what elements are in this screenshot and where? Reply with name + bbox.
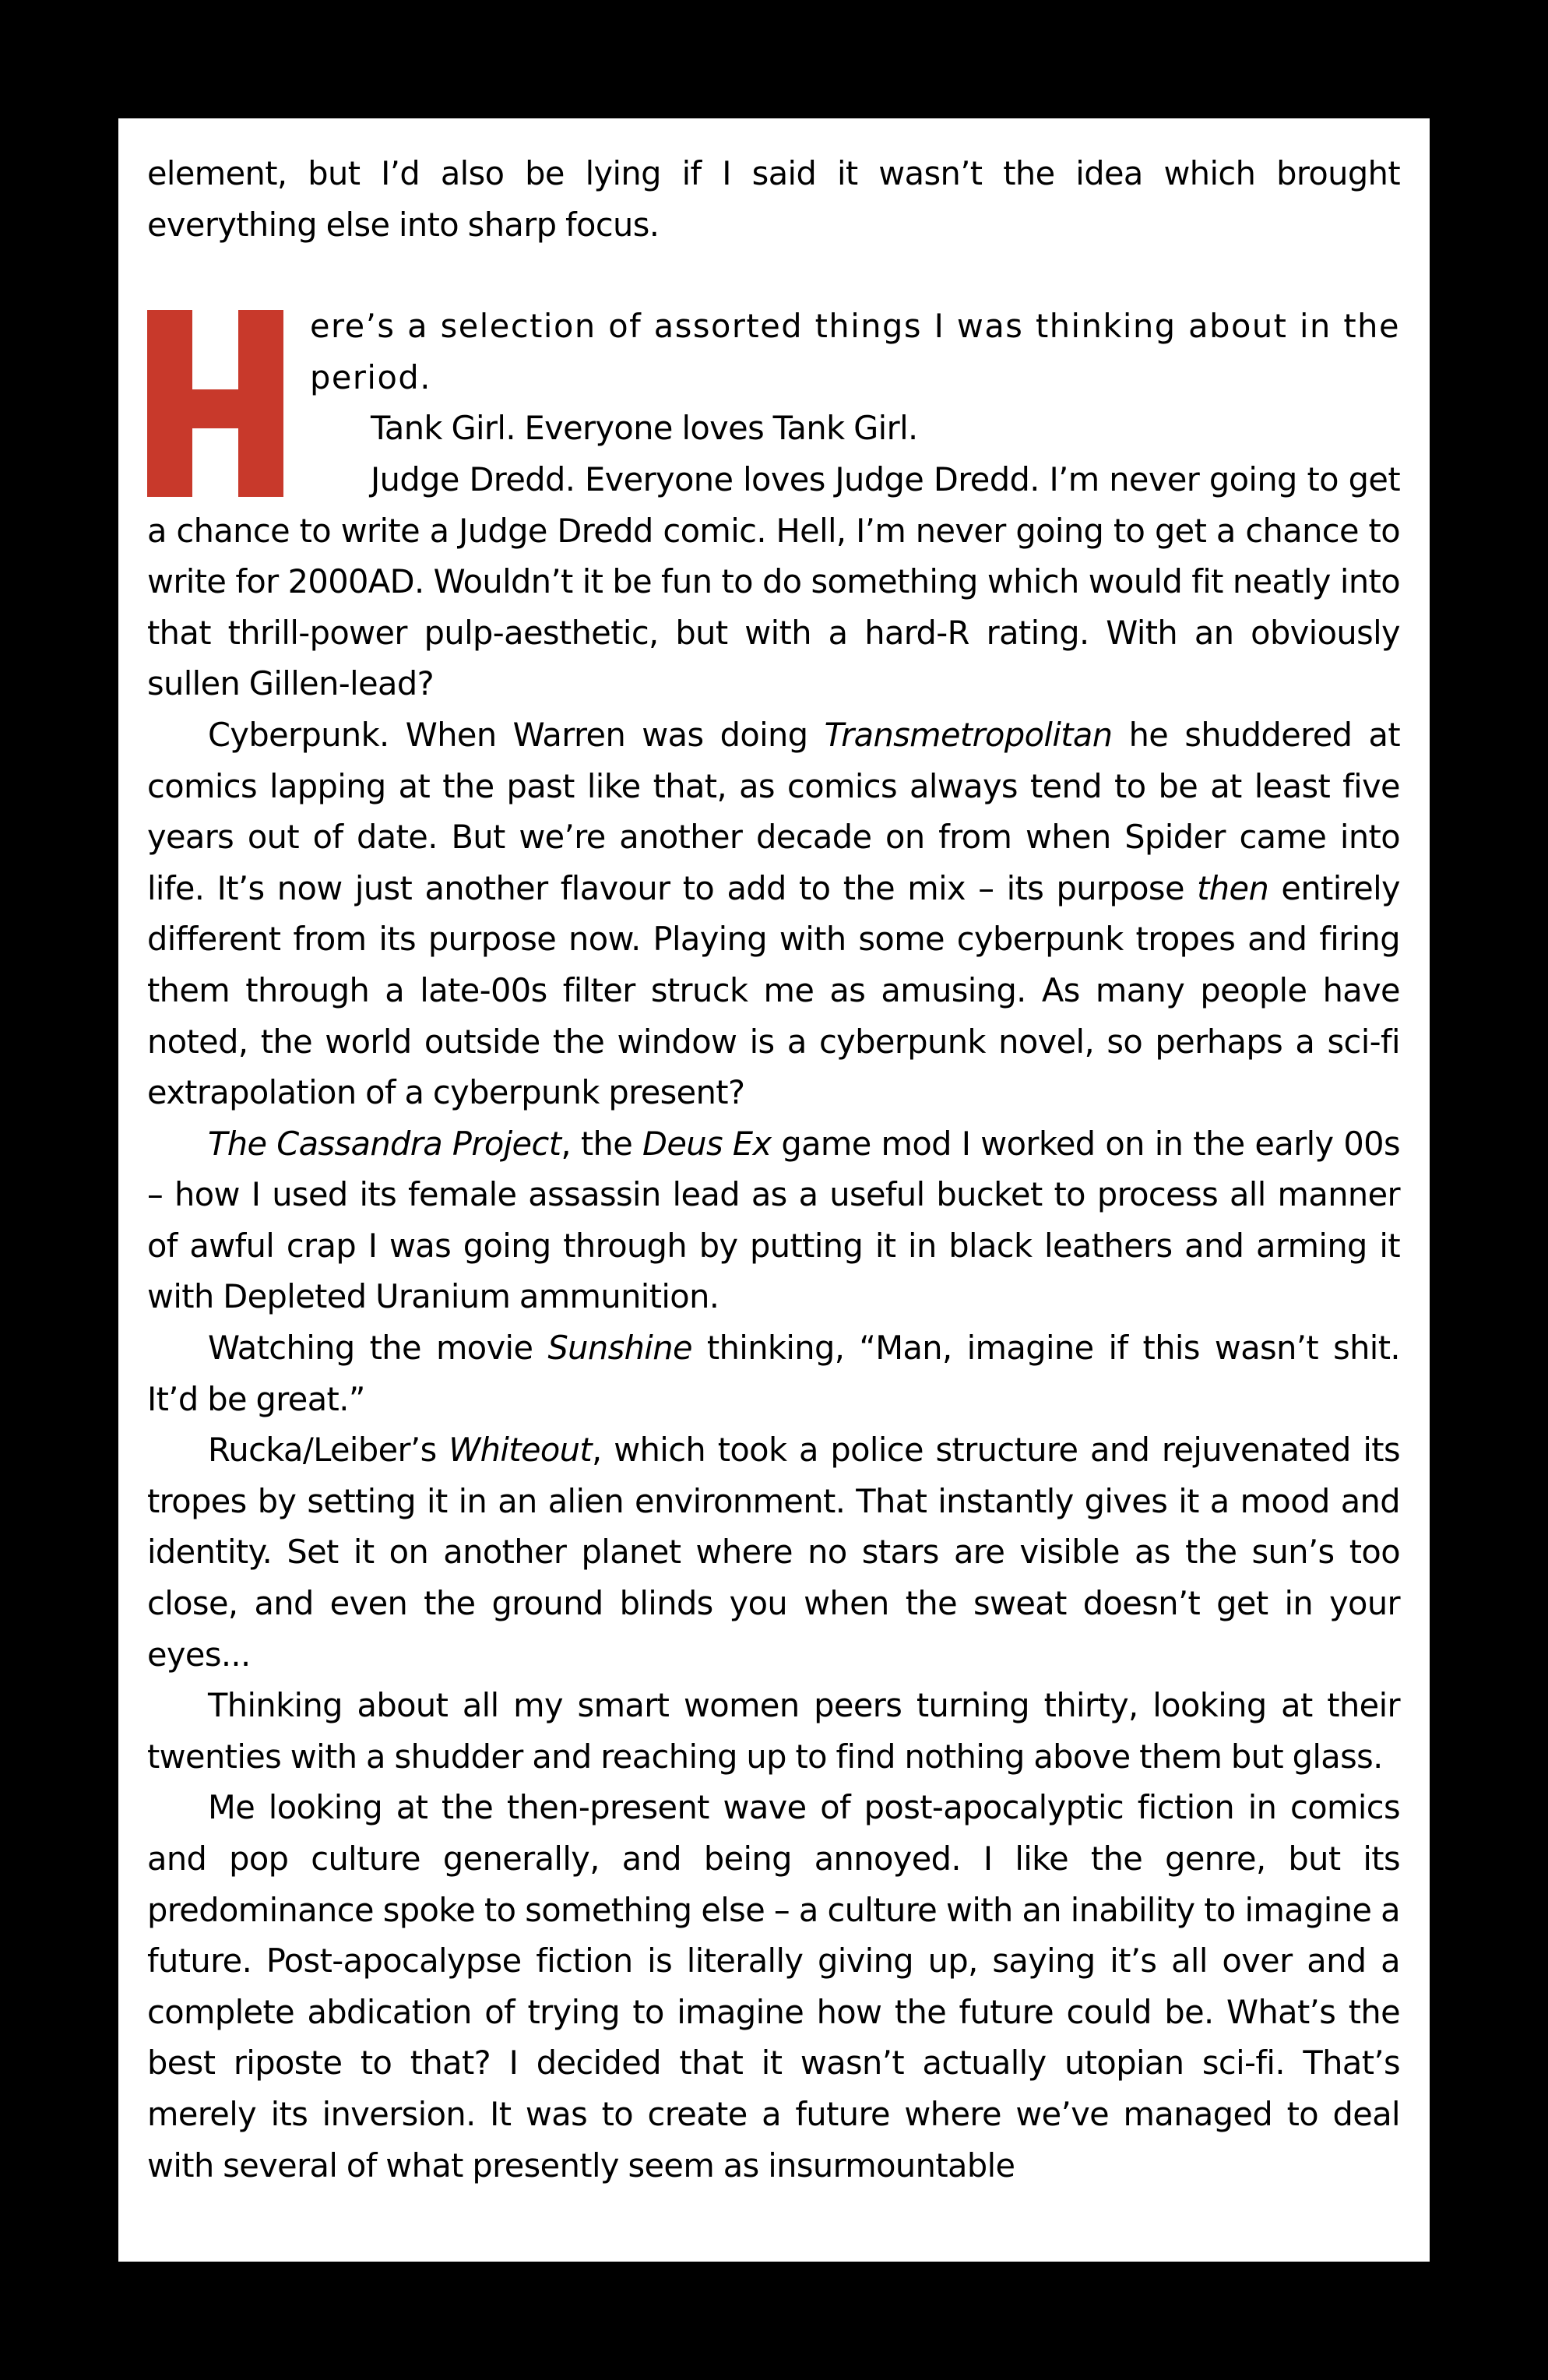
paragraph-cyberpunk bbox=[147, 709, 1400, 1118]
cassandra-text-b: game mod I worked on in the early 00s – how I used its female assassin lead as a useful bucket to process all manner of awful crap I was going through by putting it in black leathers and arming it with Depleted Uranium ammunition. bbox=[147, 1124, 1400, 1316]
opening-lead-text: ere’s a selection of assorted things I was thinking about in the period. bbox=[310, 307, 1400, 396]
sunshine-title: Sunshine bbox=[547, 1329, 692, 1368]
whiteout-title: Whiteout bbox=[449, 1431, 593, 1470]
dropcap-glyph bbox=[147, 310, 283, 497]
paragraph-sunshine bbox=[147, 1322, 1400, 1424]
page bbox=[118, 118, 1430, 2262]
apocalypse-text: Me looking at the then-present wave of post-apocalyptic fiction in comics and pop culture generally, and being annoyed. I like the genre, but its predominance spoke to something else – a culture with an inability to imagine a future. Post-apocalypse fiction is literally giving up, saying it’s all over and a complete abdication of trying to imagine how the future could be. What’s the best riposte to that? I decided that it wasn’t actually utopian sci-fi. That’s merely its inversion. It was to create a future where we’ve managed to deal with several of what presently seem as insurmountable bbox=[147, 1788, 1400, 2185]
tank-girl-text: Tank Girl. Everyone loves Tank Girl. bbox=[371, 409, 918, 448]
whiteout-text-a: Rucka/Leiber’s bbox=[208, 1431, 449, 1470]
paragraph-whiteout bbox=[147, 1424, 1400, 1680]
sunshine-text-a: Watching the movie bbox=[208, 1329, 548, 1368]
dredd-text: Judge Dredd. Everyone loves Judge Dredd. I’m never going to get a chance to write a Judge Dredd comic. Hell, I’m never going to get a chance to write for 2000AD. Wouldn’t it be fun to do something which would fit neatly into that thrill-power pulp-aesthetic, but with a hard-R rating. With an obviously sullen Gillen-lead? bbox=[147, 459, 1400, 703]
transmetropolitan-title: Transmetropolitan bbox=[824, 715, 1113, 754]
intro-text: element, but I’d also be lying if I said it wasn’t the idea which brought everything else into sharp focus. bbox=[147, 154, 1400, 244]
whiteout-text-b: , which took a police structure and rejuvenated its tropes by setting it in an alien environment. That instantly gives it a mood and identity. Set it on another planet where no stars are visible as the sun’s too close, and even the ground blinds you when the sweat doesn’t get in your eyes... bbox=[147, 1431, 1400, 1674]
intro-continuation-paragraph bbox=[147, 148, 1400, 250]
deus-ex-title: Deus Ex bbox=[642, 1124, 772, 1163]
dropcap-h bbox=[147, 310, 283, 497]
opening-paragraph bbox=[147, 301, 1400, 403]
paragraph-cassandra-project bbox=[147, 1118, 1400, 1322]
cassandra-project-title: The Cassandra Project bbox=[208, 1124, 561, 1163]
cyberpunk-text-b: he shuddered at comics lapping at the past like that, as comics always tend to be at least five years out of date. But we’re another decade on from when Spider came into life. It’s now just another flavour to add to the mix – its purpose bbox=[147, 715, 1400, 907]
then-emphasis: then bbox=[1197, 868, 1269, 907]
cassandra-text-a: , the bbox=[561, 1124, 643, 1163]
sunshine-text-b: thinking, “Man, imagine if this wasn’t shit. It’d be great.” bbox=[147, 1329, 1400, 1418]
cyberpunk-text-c: entirely different from its purpose now. Playing with some cyberpunk tropes and firing them through a late-00s filter struck me as amusing. As many people have noted, the world outside the window is a cyberpunk novel, so perhaps a sci-fi extrapolation of a cyberpunk present? bbox=[147, 868, 1401, 1112]
dropcap-left-stem bbox=[147, 310, 192, 497]
dropcap-right-stem bbox=[238, 310, 283, 497]
cyberpunk-text-a: Cyberpunk. When Warren was doing bbox=[208, 715, 825, 754]
paragraph-post-apocalyptic bbox=[147, 1782, 1400, 2191]
body-text bbox=[147, 148, 1400, 2191]
thirty-text: Thinking about all my smart women peers turning thirty, looking at their twenties with a shudder and reaching up to find nothing above them but glass. bbox=[147, 1686, 1400, 1776]
paragraph-turning-thirty bbox=[147, 1680, 1400, 1782]
paragraph-judge-dredd bbox=[147, 454, 1400, 709]
paragraph-tank-girl bbox=[147, 403, 1400, 454]
dropcap-crossbar bbox=[186, 389, 245, 428]
